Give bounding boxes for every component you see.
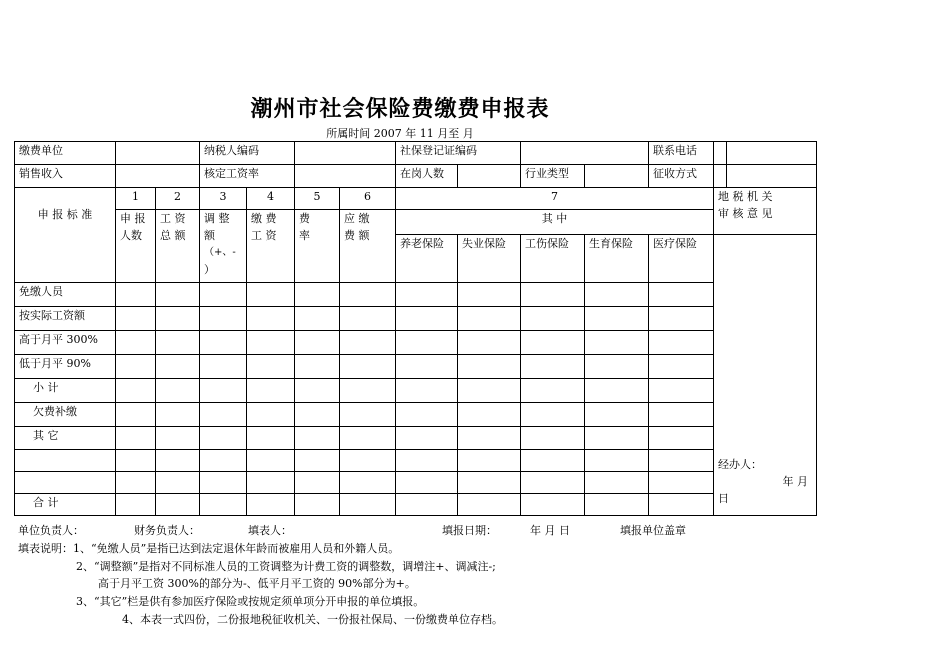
header-contribution-wage — [247, 210, 295, 283]
col-number-4: 4 — [247, 188, 295, 210]
cell[interactable] — [247, 379, 295, 403]
table-row — [15, 331, 817, 355]
cell[interactable] — [116, 331, 156, 355]
header-contribution-wage-l1: 缴 费 — [251, 212, 277, 225]
column-number-row — [15, 188, 817, 210]
cell[interactable] — [156, 403, 200, 427]
cell[interactable] — [396, 307, 458, 331]
cell[interactable] — [396, 494, 458, 516]
label-assessed-wage: 核定工资率 — [200, 165, 295, 188]
cell[interactable] — [200, 307, 247, 331]
col-number-6: 6 — [340, 188, 396, 210]
tax-opinion-line-1: 地 税 机 关 — [718, 190, 773, 203]
cell[interactable] — [247, 331, 295, 355]
cell[interactable] — [521, 494, 585, 516]
preparer-label: 填表人： — [248, 524, 292, 537]
cell[interactable] — [295, 427, 340, 450]
cell[interactable] — [521, 307, 585, 331]
table-row — [15, 379, 817, 403]
cell[interactable] — [156, 450, 200, 472]
cell[interactable] — [116, 379, 156, 403]
header-total-wage — [156, 210, 200, 283]
cell[interactable] — [585, 472, 649, 494]
cell[interactable] — [649, 472, 714, 494]
cell[interactable] — [396, 331, 458, 355]
header-rate-l1: 费 — [299, 212, 310, 225]
cell[interactable] — [340, 283, 396, 307]
header-total-wage-l1: 工 资 — [160, 212, 186, 225]
header-rate-l2: 率 — [299, 229, 310, 242]
cell[interactable] — [247, 427, 295, 450]
cell[interactable] — [521, 450, 585, 472]
cell[interactable] — [156, 472, 200, 494]
cell[interactable] — [116, 450, 156, 472]
cell[interactable] — [156, 494, 200, 516]
header-total-wage-l2: 总 额 — [160, 229, 186, 242]
header-rate — [295, 210, 340, 283]
cell[interactable] — [340, 427, 396, 450]
row-label: 小 计 — [15, 379, 116, 403]
label-taxpayer-id: 纳税人编码 — [200, 142, 295, 165]
cell[interactable] — [458, 283, 521, 307]
cell[interactable] — [585, 450, 649, 472]
header-maternity: 生育保险 — [585, 235, 649, 283]
cell[interactable] — [116, 307, 156, 331]
cell[interactable] — [521, 283, 585, 307]
cell[interactable] — [200, 427, 247, 450]
cell[interactable] — [396, 379, 458, 403]
header-among: 其 中 — [396, 210, 714, 235]
header-applicants-l2: 人数 — [120, 229, 142, 242]
cell[interactable] — [396, 355, 458, 379]
cell[interactable] — [247, 307, 295, 331]
cell[interactable] — [521, 427, 585, 450]
cell[interactable] — [396, 283, 458, 307]
cell[interactable] — [116, 403, 156, 427]
header-applicants-l1: 申 报 — [120, 212, 146, 225]
field-industry[interactable] — [585, 165, 649, 188]
declaration-table — [14, 141, 817, 516]
cell[interactable] — [585, 331, 649, 355]
cell[interactable] — [649, 494, 714, 516]
cell[interactable] — [649, 427, 714, 450]
cell[interactable] — [585, 379, 649, 403]
cell[interactable] — [458, 379, 521, 403]
row-label: 其 它 — [15, 427, 116, 450]
header-contribution-wage-l2: 工 资 — [251, 229, 277, 242]
tax-opinion-header — [714, 188, 817, 235]
cell[interactable] — [156, 427, 200, 450]
seal-label: 填报单位盖章 — [620, 524, 686, 537]
col-number-5: 5 — [295, 188, 340, 210]
cell[interactable] — [200, 379, 247, 403]
fill-date-parts: 年 月 日 — [530, 524, 570, 537]
form-title: 潮州市社会保险费缴费申报表 — [250, 97, 550, 122]
header-pension: 养老保险 — [396, 235, 458, 283]
cell[interactable] — [458, 307, 521, 331]
cell[interactable] — [247, 450, 295, 472]
cell[interactable] — [340, 379, 396, 403]
cell[interactable] — [247, 472, 295, 494]
cell[interactable] — [585, 403, 649, 427]
cell[interactable] — [340, 331, 396, 355]
cell[interactable] — [585, 307, 649, 331]
cell[interactable] — [649, 283, 714, 307]
field-taxpayer-id[interactable] — [295, 142, 396, 165]
field-assessed-wage[interactable] — [295, 165, 396, 188]
period-line: 所属时间 2007 年 11 月至 月 — [326, 127, 474, 140]
cell[interactable] — [340, 494, 396, 516]
handler-label: 经办人： — [718, 458, 762, 471]
cell[interactable] — [649, 331, 714, 355]
cell[interactable] — [396, 427, 458, 450]
cell[interactable] — [458, 427, 521, 450]
cell[interactable] — [247, 355, 295, 379]
cell[interactable] — [247, 283, 295, 307]
cell[interactable] — [247, 494, 295, 516]
column-header-row — [15, 210, 817, 235]
cell[interactable] — [295, 472, 340, 494]
tax-opinion-area[interactable] — [714, 235, 817, 516]
cell[interactable] — [156, 379, 200, 403]
standard-label: 申 报 标 准 — [15, 188, 116, 283]
cell[interactable] — [458, 331, 521, 355]
cell[interactable] — [200, 355, 247, 379]
cell[interactable] — [295, 494, 340, 516]
table-row — [15, 283, 817, 307]
finance-head-label: 财务负责人： — [134, 524, 200, 537]
note-2a: 2、“调整额”是指对不同标准人员的工资调整为计费工资的调整数，调增注+、调减注-; — [76, 560, 496, 573]
cell[interactable] — [295, 283, 340, 307]
label-collection: 征收方式 — [649, 165, 714, 188]
cell[interactable] — [247, 403, 295, 427]
cell[interactable] — [295, 355, 340, 379]
info-row-2 — [15, 165, 817, 188]
col-number-3: 3 — [200, 188, 247, 210]
header-medical: 医疗保险 — [649, 235, 714, 283]
cell[interactable] — [340, 450, 396, 472]
label-staff: 在岗人数 — [396, 165, 458, 188]
cell[interactable] — [649, 403, 714, 427]
cell[interactable] — [200, 494, 247, 516]
row-label: 低于月平 90% — [15, 355, 116, 379]
note-3: 3、“其它”栏是供有参加医疗保险或按规定须单项分开申报的单位填报。 — [76, 595, 425, 608]
cell[interactable] — [200, 472, 247, 494]
cell[interactable] — [116, 355, 156, 379]
cell[interactable] — [200, 331, 247, 355]
cell[interactable] — [458, 403, 521, 427]
table-row — [15, 494, 817, 516]
table-row — [15, 427, 817, 450]
header-adjustment-l2: 额 — [204, 229, 215, 242]
row-label: 欠费补缴 — [15, 403, 116, 427]
label-sales: 销售收入 — [15, 165, 116, 188]
cell[interactable] — [156, 307, 200, 331]
cell[interactable] — [116, 283, 156, 307]
cell[interactable] — [396, 472, 458, 494]
cell[interactable] — [340, 472, 396, 494]
cell[interactable] — [521, 472, 585, 494]
header-payable-l2: 费 额 — [344, 229, 370, 242]
cell[interactable] — [295, 403, 340, 427]
cell[interactable] — [396, 403, 458, 427]
unit-head-label: 单位负责人： — [18, 524, 84, 537]
col-number-7: 7 — [396, 188, 714, 210]
row-label[interactable] — [15, 450, 116, 472]
field-unit[interactable] — [116, 142, 200, 165]
field-sales[interactable] — [116, 165, 200, 188]
cell[interactable] — [116, 427, 156, 450]
header-unemployment: 失业保险 — [458, 235, 521, 283]
col-number-1: 1 — [116, 188, 156, 210]
cell[interactable] — [649, 355, 714, 379]
cell[interactable] — [458, 450, 521, 472]
cell[interactable] — [200, 450, 247, 472]
cell[interactable] — [156, 331, 200, 355]
cell[interactable] — [649, 450, 714, 472]
fill-date-label: 填报日期： — [442, 524, 497, 537]
table-row — [15, 355, 817, 379]
note-4: 4、本表一式四份，二份报地税征收机关、一份报社保局、一份缴费单位存档。 — [122, 613, 503, 626]
label-phone: 联系电话 — [649, 142, 714, 165]
cell[interactable] — [396, 450, 458, 472]
row-label: 免缴人员 — [15, 283, 116, 307]
tax-opinion-line-2: 审 核 意 见 — [718, 207, 773, 220]
info-row-1 — [15, 142, 817, 165]
field-phone[interactable] — [714, 142, 817, 165]
note-2b: 高于月平工资 300%的部分为-、低平月平工资的 90%部分为+。 — [98, 577, 416, 590]
header-applicants — [116, 210, 156, 283]
table-row — [15, 403, 817, 427]
row-label: 合 计 — [15, 494, 116, 516]
cell[interactable] — [156, 355, 200, 379]
table-row — [15, 307, 817, 331]
header-adjustment-l3: （+、- — [204, 247, 236, 258]
table-row — [15, 450, 817, 472]
cell[interactable] — [458, 355, 521, 379]
header-payable-l1: 应 缴 — [344, 212, 370, 225]
cell[interactable] — [295, 331, 340, 355]
cell[interactable] — [585, 494, 649, 516]
cell[interactable] — [458, 494, 521, 516]
label-unit: 缴费单位 — [15, 142, 116, 165]
cell[interactable] — [458, 472, 521, 494]
cell[interactable] — [585, 427, 649, 450]
header-adjustment-l1: 调 整 — [204, 212, 230, 225]
label-industry: 行业类型 — [521, 165, 585, 188]
cell[interactable] — [649, 379, 714, 403]
cell[interactable] — [340, 403, 396, 427]
header-adjustment — [200, 210, 247, 283]
cell[interactable] — [200, 283, 247, 307]
cell[interactable] — [116, 494, 156, 516]
cell[interactable] — [521, 331, 585, 355]
cell[interactable] — [340, 307, 396, 331]
note-1: 填表说明：1、“免缴人员”是指已达到法定退休年龄而被雇用人员和外籍人员。 — [18, 542, 400, 555]
handler-date-line-1: 年 月 — [782, 475, 808, 488]
cell[interactable] — [200, 403, 247, 427]
cell[interactable] — [521, 355, 585, 379]
field-social-reg[interactable] — [521, 142, 649, 165]
row-label: 按实际工资额 — [15, 307, 116, 331]
cell[interactable] — [585, 355, 649, 379]
col-number-2: 2 — [156, 188, 200, 210]
cell[interactable] — [156, 283, 200, 307]
cell[interactable] — [585, 283, 649, 307]
field-collection[interactable] — [714, 165, 817, 188]
cell[interactable] — [521, 403, 585, 427]
table-row — [15, 472, 817, 494]
cell[interactable] — [649, 307, 714, 331]
cell[interactable] — [295, 307, 340, 331]
label-social-reg: 社保登记证编码 — [396, 142, 521, 165]
row-label: 高于月平 300% — [15, 331, 116, 355]
cell[interactable] — [340, 355, 396, 379]
cell[interactable] — [116, 472, 156, 494]
cell[interactable] — [295, 379, 340, 403]
handler-date-line-2: 日 — [718, 492, 729, 505]
row-label[interactable] — [15, 472, 116, 494]
field-staff[interactable] — [458, 165, 521, 188]
cell[interactable] — [295, 450, 340, 472]
cell[interactable] — [521, 379, 585, 403]
header-payable — [340, 210, 396, 283]
header-adjustment-l4: ） — [204, 263, 215, 276]
header-injury: 工伤保险 — [521, 235, 585, 283]
